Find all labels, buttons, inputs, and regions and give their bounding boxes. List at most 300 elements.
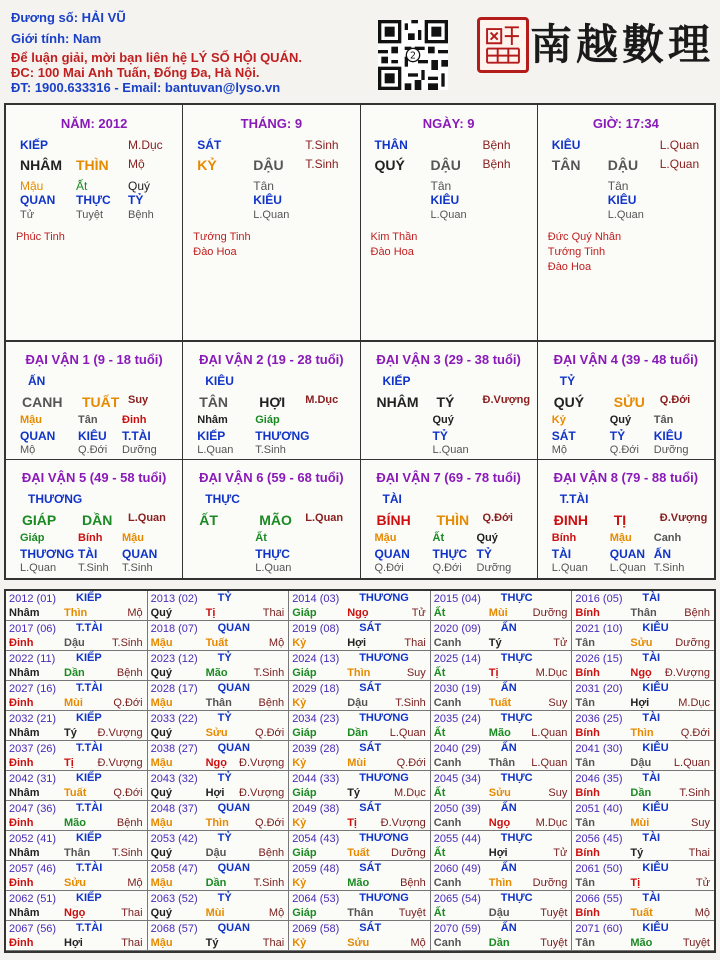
year-cell[interactable] [289, 861, 431, 891]
year-god: THỰC [500, 592, 533, 604]
year-cell[interactable] [289, 711, 431, 741]
year-god: SÁT [359, 682, 382, 694]
year-label: 2040 (29) [433, 743, 481, 755]
cycle-hidden: Quý [432, 414, 454, 426]
year-god: TỶ [217, 712, 232, 724]
year-branch: Mùi [205, 907, 225, 919]
cycle-hidden: Giáp [20, 532, 45, 544]
year-cell[interactable] [6, 921, 148, 951]
year-label: 2013 (02) [150, 593, 198, 605]
year-stem: Nhâm [9, 607, 40, 619]
cycle-hidden: THƯƠNG [20, 547, 75, 561]
pillar-cell: KIÊU [430, 193, 460, 207]
year-label: 2067 (56) [9, 923, 57, 935]
cycle-hidden: Mậu [609, 532, 632, 544]
special-star: Phúc Tinh [16, 231, 65, 243]
year-stem: Ất [433, 787, 446, 799]
year-phase: Bệnh [400, 877, 426, 889]
special-star: Đào Hoa [193, 246, 237, 258]
year-phase: T.Sinh [679, 787, 710, 799]
cycle-hidden: Q.Đới [78, 444, 108, 456]
pillar-row [361, 209, 537, 225]
year-phase: Q.Đới [396, 757, 426, 769]
year-god: QUAN [217, 742, 250, 754]
special-star: Tướng Tinh [193, 231, 251, 243]
year-label: 2022 (11) [9, 653, 56, 665]
year-phase: Suy [548, 787, 568, 799]
year-stem: Mậu [150, 697, 173, 709]
year-stem: Canh [433, 937, 462, 949]
year-label: 2028 (17) [150, 683, 198, 695]
year-label: 2014 (03) [292, 593, 340, 605]
year-cell[interactable] [289, 651, 431, 681]
year-branch: Mùi [64, 697, 83, 709]
year-label: 2047 (36) [9, 803, 57, 815]
year-phase: Bệnh [684, 607, 710, 619]
cycle-hidden: Quý [476, 532, 498, 544]
year-branch: Mão [347, 877, 370, 889]
year-branch: Sửu [347, 937, 370, 949]
year-branch: Thìn [205, 817, 229, 829]
pillar-row [6, 209, 182, 225]
contact-invite: Để luận giải, mời bạn liên hệ LÝ SỐ HỘI QUÁN. [11, 50, 302, 65]
cycle-hidden-row [361, 562, 537, 578]
pillar-cell: Bệnh [482, 157, 511, 171]
year-branch: Dậu [205, 847, 227, 859]
cycle-god: ẤN [28, 374, 46, 388]
year-label: 2017 (06) [9, 623, 57, 635]
pillar-cell: THÂN [374, 138, 408, 152]
year-cell[interactable] [6, 801, 148, 831]
year-stem: Tân [575, 937, 595, 949]
year-stem: Kỷ [292, 757, 307, 769]
year-cell[interactable] [148, 591, 290, 621]
cycle-hidden: Mộ [551, 444, 568, 456]
cycle-pillar-row [361, 512, 537, 528]
year-cell[interactable] [6, 651, 148, 681]
year-cell[interactable] [431, 831, 573, 861]
cycle-hidden-row [6, 562, 182, 578]
year-cell[interactable] [572, 681, 714, 711]
cycle-hidden-row [183, 547, 359, 563]
year-cell[interactable] [289, 741, 431, 771]
year-cell[interactable] [148, 741, 290, 771]
year-branch: Tuất [630, 907, 653, 919]
year-branch: Mão [64, 817, 86, 829]
year-cell[interactable] [148, 621, 290, 651]
year-cell[interactable] [572, 711, 714, 741]
cycle-god-row [6, 492, 182, 508]
luck-cycle-3[interactable] [361, 342, 538, 459]
year-cell[interactable] [431, 651, 573, 681]
luck-cycle-5[interactable] [6, 460, 183, 578]
pillar-cell: DẬU [607, 157, 639, 173]
cycle-phase: Suy [128, 394, 149, 406]
pillar-cell: KIÊU [253, 193, 282, 207]
year-cell[interactable] [289, 921, 431, 951]
year-cell[interactable] [431, 771, 573, 801]
year-god: KIẾP [76, 652, 102, 664]
cycle-hidden: Ất [432, 532, 445, 544]
year-stem: Quý [150, 907, 172, 919]
year-cell[interactable] [6, 711, 148, 741]
year-label: 2061 (50) [575, 863, 623, 875]
year-cell[interactable] [572, 891, 714, 921]
year-cell[interactable] [572, 621, 714, 651]
year-label: 2021 (10) [575, 623, 623, 635]
cycle-hidden: QUAN [609, 547, 646, 561]
year-cell[interactable] [431, 681, 573, 711]
year-stem: Đinh [9, 817, 34, 829]
cycle-branch: TỊ [613, 512, 627, 528]
year-cell[interactable] [148, 831, 290, 861]
year-stem: Bính [575, 607, 600, 619]
year-god: THỰC [500, 832, 533, 844]
year-branch: Tý [488, 637, 502, 649]
year-cell[interactable] [148, 681, 290, 711]
year-god: THƯƠNG [359, 592, 409, 604]
year-stem: Canh [433, 697, 462, 709]
pillar-cell: Mậu [20, 179, 44, 193]
year-stem: Quý [150, 727, 172, 739]
cycle-phase: Q.Đới [659, 394, 691, 406]
year-stem: Ất [433, 907, 446, 919]
year-branch: Tuất [488, 697, 512, 709]
year-stem: Quý [150, 787, 172, 799]
pillar-row [6, 138, 182, 154]
year-cell[interactable] [289, 621, 431, 651]
year-god: THỰC [500, 892, 533, 904]
year-cell[interactable] [6, 621, 148, 651]
year-phase: Thai [262, 937, 285, 949]
year-cell[interactable] [572, 801, 714, 831]
pillar-cell: Tân [253, 179, 274, 193]
year-phase: Đ.Vượng [380, 817, 426, 829]
year-label: 2034 (23) [292, 713, 340, 725]
luck-cycle-title: ĐẠI VẬN 3 (29 - 38 tuổi) [376, 352, 521, 367]
cycle-god-row [183, 492, 359, 508]
year-cell[interactable] [148, 771, 290, 801]
pillar-cell: L.Quan [253, 209, 290, 221]
year-branch: Tuất [205, 637, 228, 649]
year-branch: Thìn [630, 727, 654, 739]
year-branch: Sửu [630, 637, 653, 649]
year-god: TÀI [642, 592, 661, 604]
seal-logo-icon [477, 17, 529, 73]
cycle-hidden-row [538, 414, 714, 430]
year-god: THỰC [500, 712, 533, 724]
pillar-row [183, 157, 359, 173]
year-cell[interactable] [6, 831, 148, 861]
cycle-hidden: Quý [609, 414, 632, 426]
year-cell[interactable] [289, 771, 431, 801]
cycle-god-row [183, 374, 359, 390]
luck-cycle-1[interactable] [6, 342, 183, 459]
year-label: 2029 (18) [292, 683, 340, 695]
pillar-row [183, 138, 359, 154]
cycle-branch: THÌN [436, 512, 470, 528]
year-god: TÀI [642, 772, 661, 784]
year-label: 2053 (42) [150, 833, 198, 845]
cycle-hidden: QUAN [122, 547, 158, 561]
year-branch: Sửu [488, 787, 511, 799]
cycle-hidden-row [538, 532, 714, 548]
year-cell[interactable] [6, 891, 148, 921]
cycle-hidden: Mậu [122, 532, 144, 544]
year-cell[interactable] [431, 891, 573, 921]
year-branch: Mão [630, 937, 653, 949]
year-cell[interactable] [289, 831, 431, 861]
year-label: 2024 (13) [292, 653, 340, 665]
year-cell[interactable] [148, 861, 290, 891]
cycle-hidden: KIÊU [78, 429, 107, 443]
cycle-pillar-row [6, 512, 182, 528]
year-cell[interactable] [431, 921, 573, 951]
year-god: KIÊU [642, 682, 669, 694]
cycle-hidden: TÀI [78, 547, 98, 561]
year-cell[interactable] [431, 741, 573, 771]
cycle-hidden: Canh [653, 532, 682, 544]
cycle-god: KIÊU [205, 374, 234, 388]
year-label: 2049 (38) [292, 803, 340, 815]
year-label: 2046 (35) [575, 773, 623, 785]
year-branch: Thân [347, 907, 374, 919]
year-cell[interactable] [148, 921, 290, 951]
year-phase: Q.Đới [254, 817, 285, 829]
pillar-cell: NHÂM [20, 157, 62, 173]
cycle-hidden-row [183, 562, 359, 578]
year-cell[interactable] [431, 801, 573, 831]
pillar-cell: THÌN [76, 157, 109, 173]
year-cell[interactable] [6, 771, 148, 801]
year-branch: Thìn [64, 607, 88, 619]
year-label: 2051 (40) [575, 803, 623, 815]
cycle-pillar-row [538, 512, 714, 528]
cycle-hidden: T.Sinh [255, 444, 286, 456]
year-label: 2018 (07) [150, 623, 198, 635]
year-cell[interactable] [431, 591, 573, 621]
pillar-row [6, 157, 182, 173]
cycle-branch: TÝ [436, 394, 455, 410]
luck-cycle-4[interactable] [538, 342, 714, 459]
year-cell[interactable] [572, 651, 714, 681]
year-stem: Canh [433, 877, 462, 889]
year-cell[interactable] [6, 741, 148, 771]
brand-logo: 南越數理 [530, 20, 715, 69]
year-stem: Đinh [9, 757, 34, 769]
cycle-hidden: L.Quan [551, 562, 588, 574]
year-branch: Ngọ [205, 757, 227, 769]
year-label: 2068 (57) [150, 923, 198, 935]
year-label: 2038 (27) [150, 743, 198, 755]
cycle-hidden-row [538, 429, 714, 445]
cycle-hidden: T.Sinh [78, 562, 109, 574]
year-god: ẤN [500, 682, 517, 694]
year-phase: L.Quan [531, 727, 568, 739]
year-cell[interactable] [572, 921, 714, 951]
cycle-hidden: QUAN [374, 547, 410, 561]
year-god: T.TÀI [76, 682, 103, 694]
year-god: THƯƠNG [359, 892, 409, 904]
year-branch: Mùi [347, 757, 367, 769]
year-phase: Suy [406, 667, 426, 679]
year-label: 2048 (37) [150, 803, 198, 815]
cycle-hidden: Dưỡng [653, 444, 689, 456]
year-phase: Mộ [127, 607, 143, 619]
year-god: T.TÀI [76, 802, 103, 814]
year-branch: Thân [205, 697, 232, 709]
cycle-god-row [6, 374, 182, 390]
cycle-hidden: T.Sinh [653, 562, 685, 574]
year-branch: Mão [488, 727, 511, 739]
cycle-god: T.TÀI [559, 492, 589, 506]
year-cell[interactable] [148, 801, 290, 831]
year-cell[interactable] [148, 651, 290, 681]
year-phase: Thai [121, 907, 143, 919]
cycle-hidden: Mộ [20, 444, 36, 456]
pillar-cell: QUAN [20, 193, 56, 207]
year-branch: Sửu [64, 877, 87, 889]
year-cell[interactable] [431, 621, 573, 651]
cycle-hidden-row [183, 429, 359, 445]
year-god: THỰC [500, 772, 533, 784]
year-label: 2015 (04) [433, 593, 481, 605]
cycle-hidden-row [538, 547, 714, 563]
year-cell[interactable] [431, 711, 573, 741]
year-cell[interactable] [148, 891, 290, 921]
year-branch: Tị [630, 877, 641, 889]
cycle-branch: DẦN [82, 512, 113, 528]
year-phase: Bệnh [116, 817, 143, 829]
year-stem: Giáp [292, 787, 317, 799]
year-label: 2060 (49) [433, 863, 481, 875]
cycle-hidden: ẤN [653, 547, 672, 561]
luck-cycle-8[interactable] [538, 460, 714, 578]
year-stem: Kỷ [292, 697, 307, 709]
cycle-hidden: TỶ [476, 547, 492, 561]
year-branch: Dậu [64, 637, 85, 649]
year-cell[interactable] [572, 741, 714, 771]
year-stem: Mậu [150, 637, 173, 649]
year-label: 2036 (25) [575, 713, 623, 725]
pillar-cell: KIÊU [607, 193, 637, 207]
gender: Giới tính: Nam [11, 31, 102, 46]
year-branch: Dậu [488, 907, 510, 919]
luck-cycle-2[interactable] [183, 342, 360, 459]
year-phase: Bệnh [116, 667, 143, 679]
pillar-1 [6, 105, 183, 340]
year-cell[interactable] [6, 591, 148, 621]
cycle-hidden-row [183, 414, 359, 430]
year-label: 2016 (05) [575, 593, 623, 605]
year-cell[interactable] [6, 861, 148, 891]
year-god: T.TÀI [76, 622, 103, 634]
luck-cycle-title: ĐẠI VẬN 7 (69 - 78 tuổi) [376, 470, 521, 485]
pillar-row [538, 193, 714, 209]
year-branch: Thân [630, 607, 657, 619]
pillar-title: GIỜ: 17:34 [592, 116, 659, 131]
year-phase: Thai [121, 937, 143, 949]
year-stem: Nhâm [9, 667, 40, 679]
cycle-pillar-row [183, 394, 359, 410]
year-god: THƯƠNG [359, 832, 409, 844]
year-cell[interactable] [289, 591, 431, 621]
year-stem: Bính [575, 727, 600, 739]
cycle-hidden: TÀI [551, 547, 572, 561]
cycle-hidden-row [6, 414, 182, 430]
year-cell[interactable] [289, 681, 431, 711]
year-stem: Bính [575, 667, 600, 679]
cycle-hidden: Đinh [122, 414, 147, 426]
cycle-god: THƯƠNG [28, 492, 83, 506]
year-branch: Tý [630, 847, 644, 859]
year-god: T.TÀI [76, 862, 103, 874]
cycle-hidden: THỰC [255, 547, 290, 561]
year-god: KIẾP [76, 772, 102, 784]
year-stem: Giáp [292, 727, 317, 739]
year-cell[interactable] [572, 861, 714, 891]
pillar-cell: TÂN [551, 157, 581, 173]
year-cell[interactable] [572, 771, 714, 801]
year-label: 2062 (51) [9, 893, 57, 905]
year-cell[interactable] [289, 891, 431, 921]
pillar-cell: Quý [128, 179, 151, 193]
year-cell[interactable] [289, 801, 431, 831]
year-phase: Q.Đới [113, 787, 143, 799]
year-god: ẤN [500, 802, 517, 814]
cycle-hidden-row [361, 429, 537, 445]
year-phase: M.Dục [535, 817, 568, 829]
year-branch: Tị [347, 817, 357, 829]
year-phase: Đ.Vượng [239, 787, 285, 799]
luck-cycles-row-2 [6, 460, 714, 578]
pillar-cell: L.Quan [659, 138, 700, 152]
year-label: 2063 (52) [150, 893, 198, 905]
year-branch: Sửu [205, 727, 228, 739]
cycle-hidden: Dưỡng [122, 444, 157, 456]
year-cell[interactable] [572, 831, 714, 861]
year-cell[interactable] [6, 681, 148, 711]
phone-email[interactable]: ĐT: 1900.633316 - Email: bantuvan@lyso.vn [11, 80, 281, 95]
year-god: TỶ [217, 892, 232, 904]
year-cell[interactable] [431, 861, 573, 891]
year-phase: T.Sinh [253, 667, 285, 679]
year-stem: Giáp [292, 667, 317, 679]
cycle-phase: Đ.Vượng [659, 512, 708, 524]
cycle-stem: TÂN [199, 394, 229, 410]
year-stem: Giáp [292, 907, 317, 919]
pillar-cell: DẬU [253, 157, 284, 173]
year-branch: Tý [64, 727, 77, 739]
year-stem: Ất [433, 607, 446, 619]
cycle-god-row [361, 374, 537, 390]
luck-cycle-6[interactable] [183, 460, 360, 578]
year-stem: Ất [433, 667, 446, 679]
year-god: TỶ [217, 832, 232, 844]
year-cell[interactable] [148, 711, 290, 741]
year-god: KIÊU [642, 802, 669, 814]
pillar-cell: DẬU [430, 157, 461, 173]
year-god: QUAN [217, 682, 250, 694]
luck-cycle-7[interactable] [361, 460, 538, 578]
year-label: 2027 (16) [9, 683, 57, 695]
year-god: THƯƠNG [359, 772, 409, 784]
year-label: 2042 (31) [9, 773, 57, 785]
year-god: KIẾP [76, 832, 102, 844]
qr-code-icon[interactable] [378, 20, 448, 90]
special-star: Đức Quý Nhân [547, 231, 622, 243]
year-cell[interactable] [572, 591, 714, 621]
